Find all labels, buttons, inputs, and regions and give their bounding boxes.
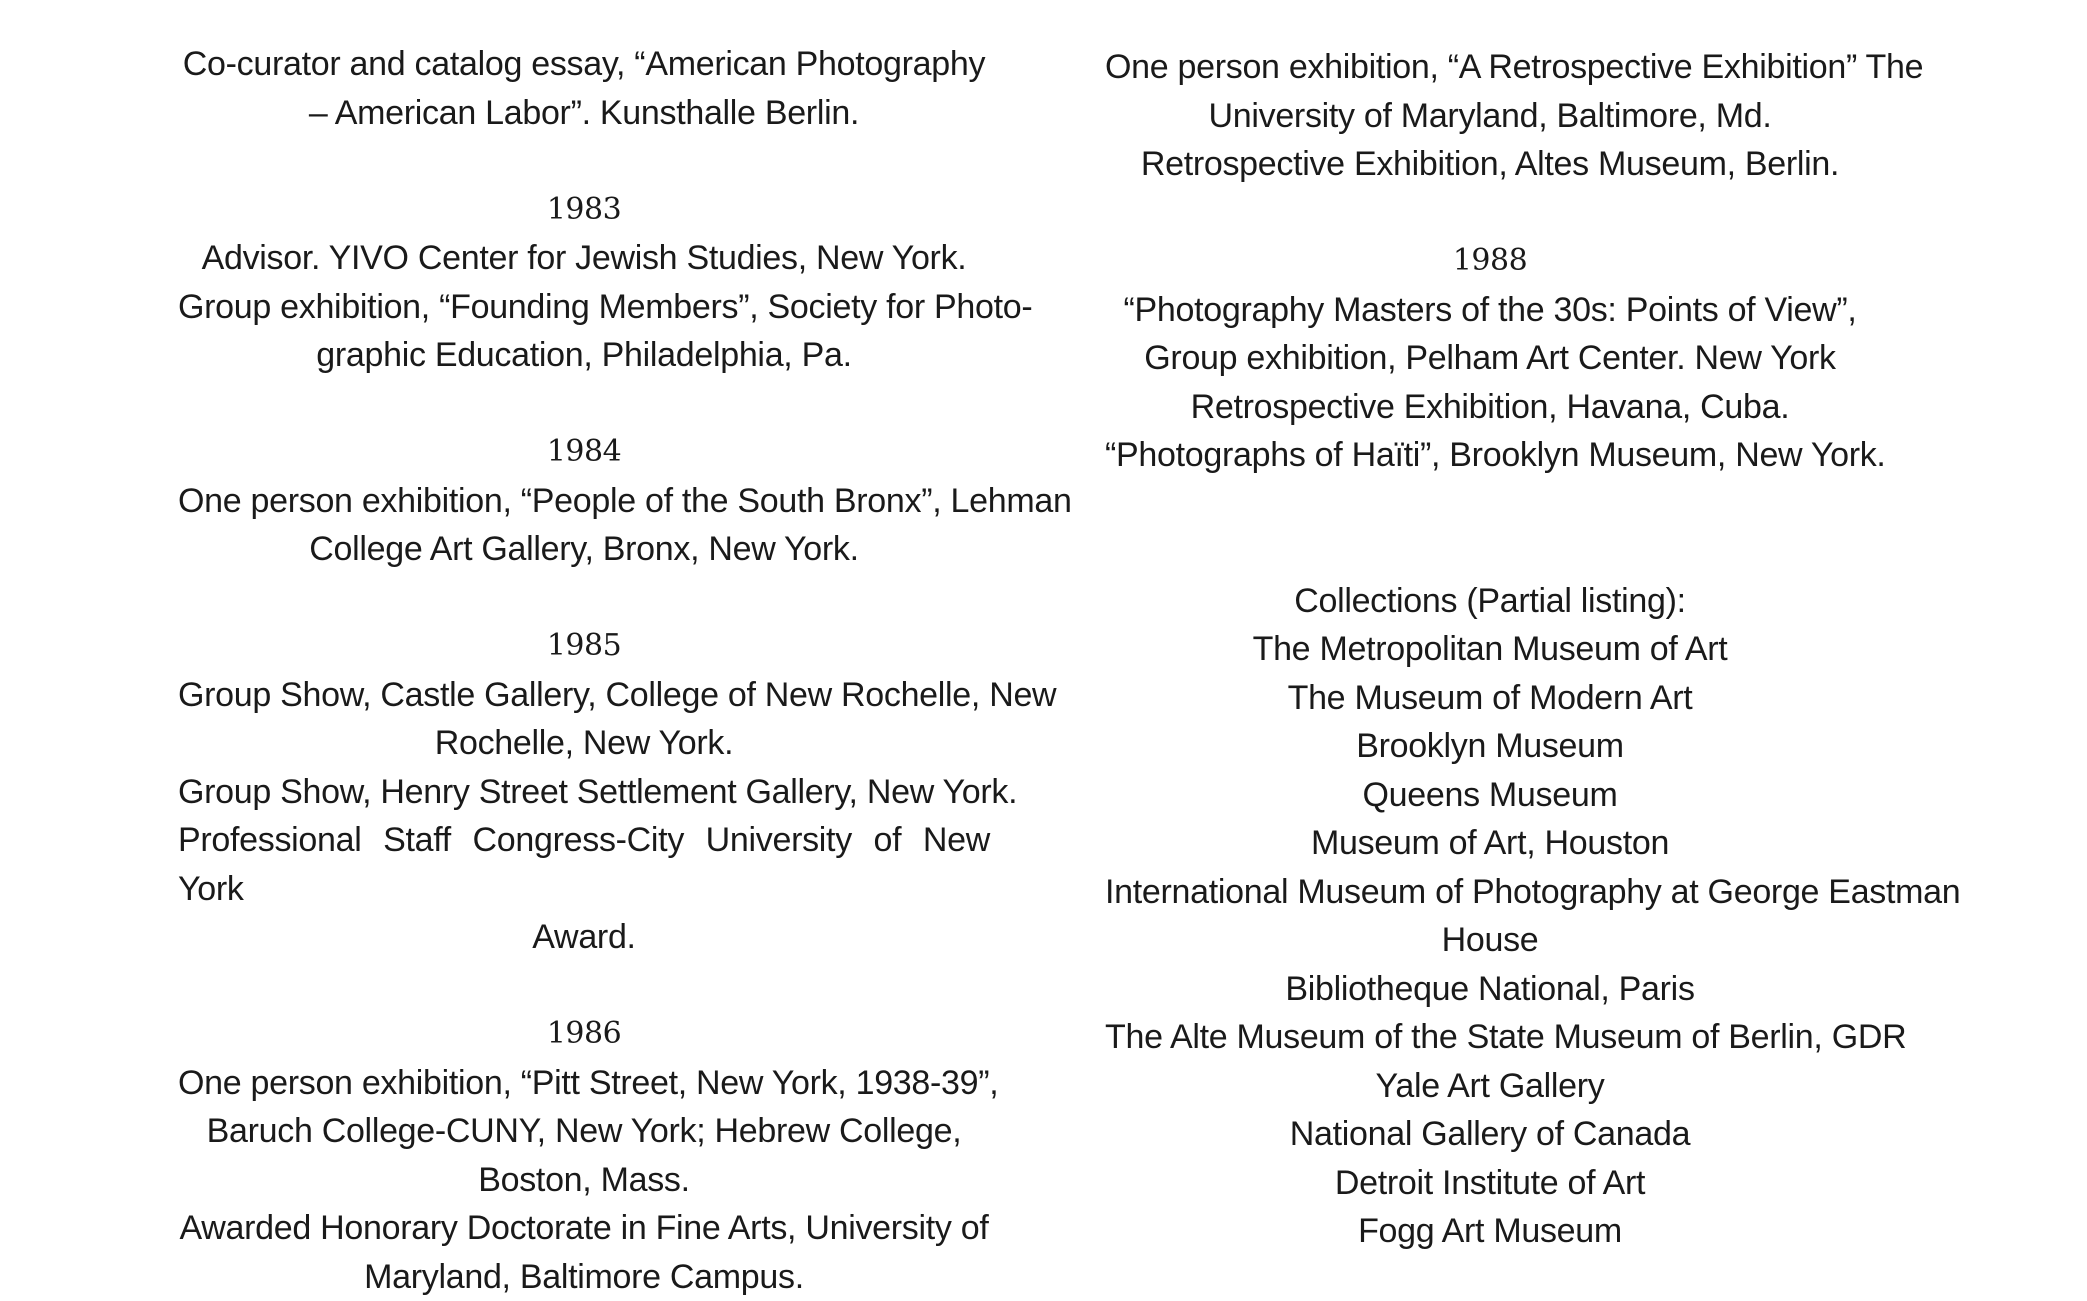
year-section-1985 xyxy=(178,622,990,962)
collection-item: Bibliotheque National, Paris xyxy=(1105,965,1875,1014)
collection-item: The Alte Museum of the State Museum of Berlin, GDR xyxy=(1105,1013,1875,1062)
text-line: “Photography Masters of the 30s: Points of View”, xyxy=(1105,286,1875,335)
year-section-1984 xyxy=(178,428,990,574)
collection-item: International Museum of Photography at George Eastman xyxy=(1105,868,1875,917)
text-line: One person exhibition, “Pitt Street, New York, 1938-39”, xyxy=(178,1059,990,1108)
text-line: Group exhibition, Pelham Art Center. New York xyxy=(1105,334,1875,383)
left-column xyxy=(178,40,990,1301)
collection-item: Queens Museum xyxy=(1105,771,1875,820)
text-line: Group Show, Henry Street Settlement Gallery, New York. xyxy=(178,768,990,817)
text-line: “Photographs of Haïti”, Brooklyn Museum, New York. xyxy=(1105,431,1875,480)
collection-item: House xyxy=(1105,916,1875,965)
text-line: Retrospective Exhibition, Havana, Cuba. xyxy=(1105,383,1875,432)
year-heading: 1985 xyxy=(178,622,990,671)
collection-item: Yale Art Gallery xyxy=(1105,1062,1875,1111)
text-line: Maryland, Baltimore Campus. xyxy=(178,1253,990,1301)
year-heading: 1986 xyxy=(178,1010,990,1059)
text-line: – American Labor”. Kunsthalle Berlin. xyxy=(178,89,990,138)
collections-heading: Collections (Partial listing): xyxy=(1105,577,1875,626)
text-line: Co-curator and catalog essay, “American Photography xyxy=(178,40,990,89)
text-line: Awarded Honorary Doctorate in Fine Arts, University of xyxy=(178,1204,990,1253)
text-line: Retrospective Exhibition, Altes Museum, Berlin. xyxy=(1105,140,1875,189)
year-section-1983 xyxy=(178,186,990,380)
collection-item: Detroit Institute of Art xyxy=(1105,1159,1875,1208)
text-line: Rochelle, New York. xyxy=(178,719,990,768)
text-line: Professional Staff Congress-City University of New York xyxy=(178,816,990,913)
collection-item: The Museum of Modern Art xyxy=(1105,674,1875,723)
text-line: One person exhibition, “A Retrospective Exhibition” The xyxy=(1105,43,1875,92)
text-line: Baruch College-CUNY, New York; Hebrew College, xyxy=(178,1107,990,1156)
right-column xyxy=(1105,40,1875,1256)
text-line: University of Maryland, Baltimore, Md. xyxy=(1105,92,1875,141)
collection-item: Museum of Art, Houston xyxy=(1105,819,1875,868)
intro-entry xyxy=(1105,40,1875,189)
text-line: Group exhibition, “Founding Members”, Society for Photo- xyxy=(178,283,990,332)
year-section-1988 xyxy=(1105,237,1875,480)
text-line: College Art Gallery, Bronx, New York. xyxy=(178,525,990,574)
text-line: One person exhibition, “People of the South Bronx”, Lehman xyxy=(178,477,990,526)
year-section-1986 xyxy=(178,1010,990,1301)
text-line: graphic Education, Philadelphia, Pa. xyxy=(178,331,990,380)
collection-item: The Metropolitan Museum of Art xyxy=(1105,625,1875,674)
collection-item: National Gallery of Canada xyxy=(1105,1110,1875,1159)
text-line: Award. xyxy=(178,913,990,962)
text-line: Advisor. YIVO Center for Jewish Studies, New York. xyxy=(178,234,990,283)
collection-item: Fogg Art Museum xyxy=(1105,1207,1875,1256)
text-line: Group Show, Castle Gallery, College of New Rochelle, New xyxy=(178,671,990,720)
collections-section xyxy=(1105,577,1875,1256)
collection-item: Brooklyn Museum xyxy=(1105,722,1875,771)
year-heading: 1988 xyxy=(1105,237,1875,286)
text-line: Boston, Mass. xyxy=(178,1156,990,1205)
year-heading: 1984 xyxy=(178,428,990,477)
year-heading: 1983 xyxy=(178,186,990,235)
intro-entry xyxy=(178,40,990,137)
